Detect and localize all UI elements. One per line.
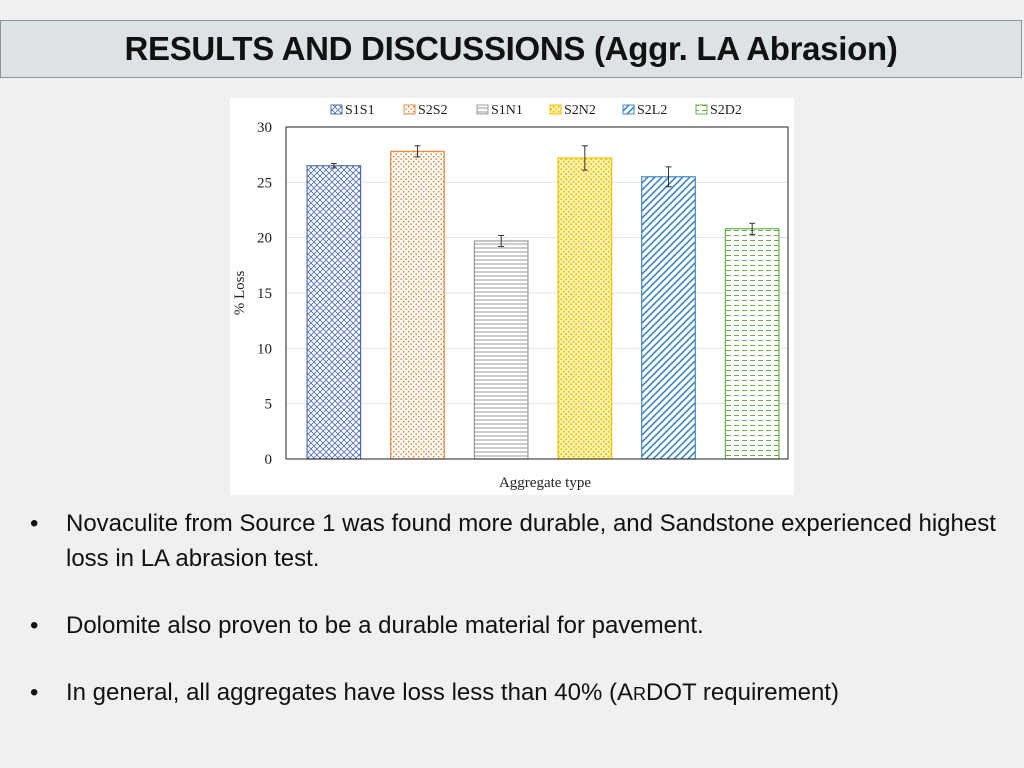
bar-s2l2 <box>642 177 696 459</box>
legend-label: S1S1 <box>345 103 375 118</box>
y-axis-ticks <box>257 120 272 468</box>
bar-s2s2 <box>391 151 445 459</box>
page-title: RESULTS AND DISCUSSIONS (Aggr. LA Abrasion) <box>124 30 898 67</box>
legend-swatch <box>331 105 342 114</box>
bullet-text-part: In general, all aggregates have loss less than 40% (A <box>66 679 634 706</box>
legend-swatch <box>404 105 415 114</box>
y-axis-label: % Loss <box>232 270 248 316</box>
legend-label: S2S2 <box>418 103 448 118</box>
bar-s1n1 <box>474 241 528 459</box>
bullet-item-dolomite <box>30 608 1010 643</box>
legend-label: S1N1 <box>491 103 523 118</box>
bullet-text-part: DOT requirement) <box>646 679 839 706</box>
chart-area <box>230 98 794 495</box>
legend-label: S2N2 <box>564 103 596 118</box>
legend-label: S2L2 <box>637 103 668 118</box>
gridlines <box>286 182 788 403</box>
bullet-list <box>30 506 1010 712</box>
y-tick-label: 30 <box>257 120 272 136</box>
legend-swatch <box>696 105 707 114</box>
y-tick-label: 15 <box>257 286 272 302</box>
bullet-item-durability <box>30 506 1010 576</box>
bullet-text: Novaculite from Source 1 was found more durable, and Sandstone experienced highest loss in LA abrasion test. <box>66 510 996 572</box>
bar-s2d2 <box>725 229 779 459</box>
bullet-marker: • <box>30 679 39 706</box>
bullet-text-smallcap: R <box>633 684 647 704</box>
y-tick-label: 0 <box>264 452 272 468</box>
legend-swatch <box>477 105 488 114</box>
legend-swatch <box>623 105 634 114</box>
y-tick-label: 20 <box>257 230 272 247</box>
y-tick-label: 25 <box>257 175 272 192</box>
legend-swatch <box>550 105 561 114</box>
bullet-item-general <box>30 675 1010 712</box>
bars <box>307 151 779 459</box>
legend-label: S2D2 <box>710 103 742 118</box>
legend <box>331 103 742 118</box>
bullet-text <box>66 679 839 706</box>
title-bar <box>0 20 1022 78</box>
y-tick-label: 10 <box>257 341 272 358</box>
y-tick-label: 5 <box>264 396 272 413</box>
bullet-marker: • <box>30 612 39 639</box>
bullet-marker: • <box>30 510 39 537</box>
x-axis-label: Aggregate type <box>498 475 592 491</box>
bullet-text: Dolomite also proven to be a durable material for pavement. <box>66 612 704 639</box>
bar-s1s1 <box>307 166 361 459</box>
bar-chart <box>230 98 794 495</box>
bar-s2n2 <box>558 158 612 459</box>
